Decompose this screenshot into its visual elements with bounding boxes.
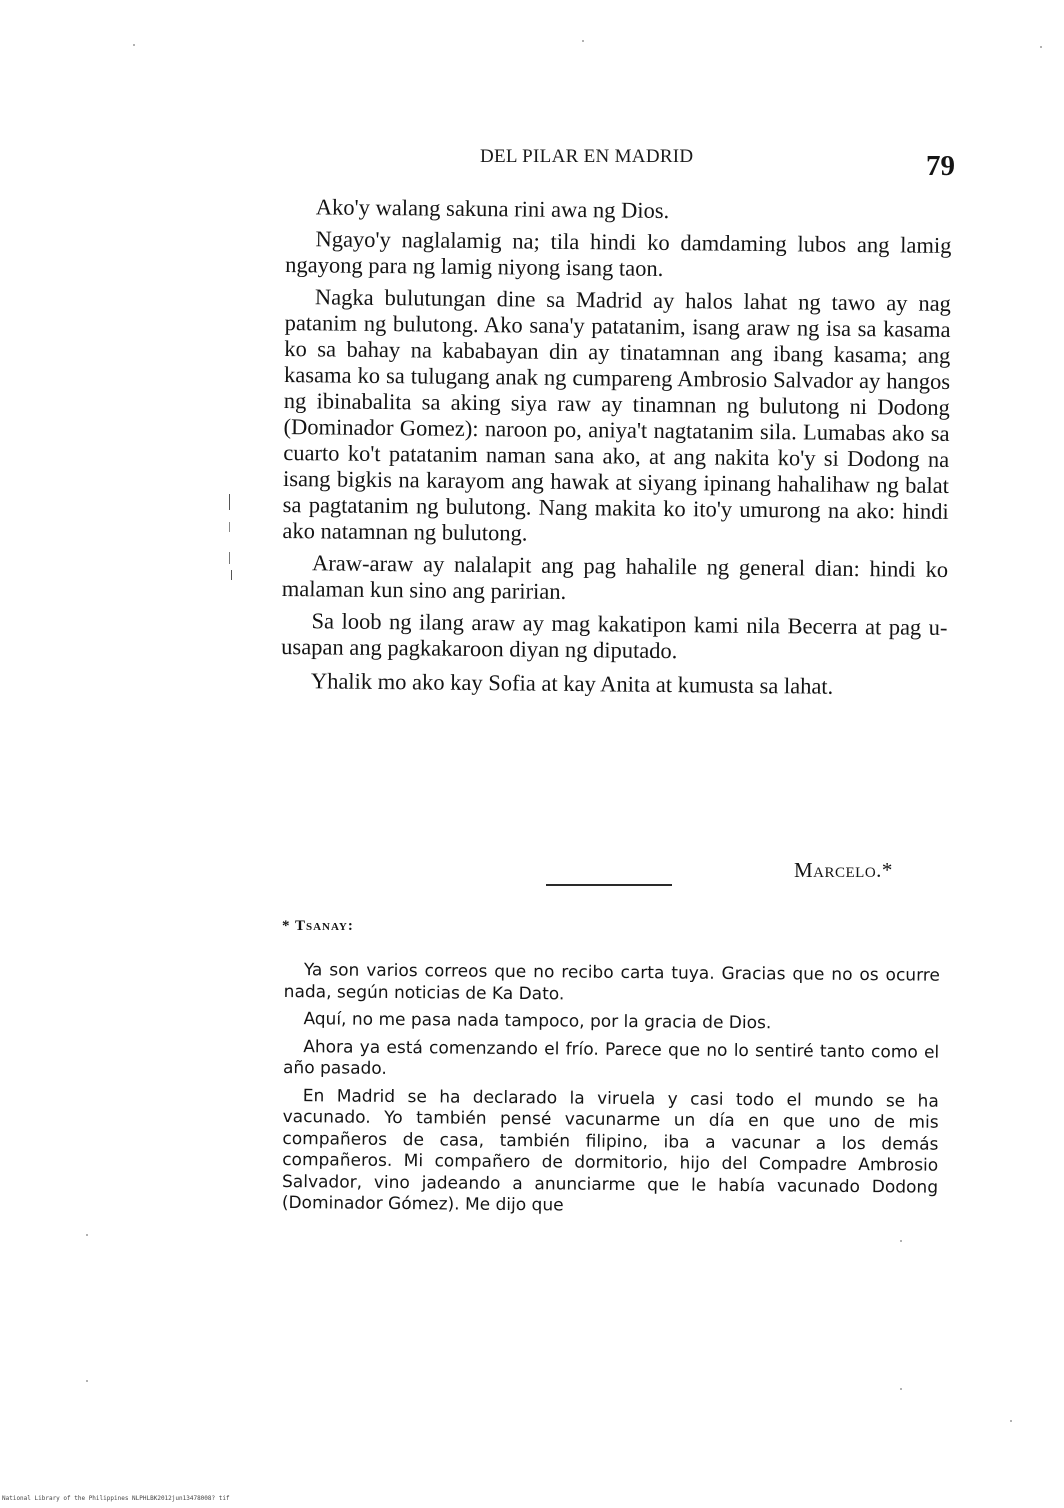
scan-speck bbox=[1040, 46, 1042, 48]
scan-speck bbox=[133, 44, 135, 46]
footnote-label: * Tsanay: bbox=[282, 918, 354, 934]
margin-mark bbox=[229, 552, 230, 564]
scan-speck bbox=[582, 40, 584, 42]
footnote-body bbox=[282, 960, 940, 1226]
footnote-paragraph: Aquí, no me pasa nada tampoco, por la gracia de Dios. bbox=[303, 1009, 772, 1034]
letter-paragraph: Sa loob ng ilang araw ay mag kakatipon kami nila Becerra at pag u-usapan ang pagkakaroon diyan ng diputado. bbox=[281, 608, 948, 664]
margin-mark bbox=[231, 570, 232, 580]
footnote-paragraph: Ahora ya está comenzando el frío. Parece que no lo sentiré tanto como el año pasado. bbox=[282, 1036, 940, 1079]
scan-speck bbox=[86, 1380, 88, 1382]
letter-paragraph: Araw-araw ay nalalapit ang pag hahalile ng general dian: hindi ko malaman kun sino ang paririan. bbox=[281, 550, 949, 604]
footnote-paragraph: Ya son varios correos que no recibo carta tuya. Gracias que no os ocurre nada, según noticias de Ka Dato. bbox=[283, 960, 940, 1004]
scan-speck bbox=[86, 1234, 88, 1236]
running-title: DEL PILAR EN MADRID bbox=[480, 146, 694, 167]
letter-paragraph: Ngayo'y naglalamig na; tila hindi ko damdaming lubos ang lamig ngayong para ng lamig niyong isang taon. bbox=[285, 226, 952, 281]
letter-paragraph: Yhalik mo ako kay Sofia at kay Anita at kumusta sa lahat. bbox=[310, 668, 834, 699]
letter-paragraph: Nagka bulutungan dine sa Madrid ay halos lahat ng tawo ay nag patanim ng bulutong. Ako sana'y patatanim, isang araw ng isa sa kasama ko sa bahay na kababayan din ay tinatamnan ang ibang kasama; ang kasama ko sa tulugang anak ng cumpareng Ambrosio Salvador ay hangos ng ibinabalita sa aking siya raw ay tinamnan ng bulutong ni Dodong (Dominador Gomez): naroon po, aniya't nagtatanim sila. Lumabas ako sa cuarto ko't patatanim naman sana ako, at ang nakita ko'y si Dodong na isang bigkis na karayom ang hawak at siyang ipinang hahalihaw ng balat sa pagtatanim ng bulutong. Nang makita ko ito'y umurong na ako: hindi ako natamnan ng bulutong. bbox=[282, 284, 952, 546]
footnote-paragraph: En Madrid se ha declarado la viruela y casi todo el mundo se ha vacunado. Yo también pensé vacunarme un día en que uno de mis compañeros de casa, también filipino, iba a vacunar a los demás compañeros. Mi compañero de dormitorio, hijo del Compadre Ambrosio Salvador, vino jadeando a anunciarme que le había vacunado Dodong (Dominador Gómez). Me dijo que bbox=[281, 1085, 939, 1216]
page-number: 79 bbox=[926, 150, 955, 182]
margin-mark bbox=[229, 494, 230, 510]
scan-speck bbox=[900, 1388, 902, 1390]
scan-speck bbox=[1010, 1420, 1012, 1422]
scan-speck bbox=[900, 1240, 902, 1242]
margin-mark bbox=[229, 522, 230, 532]
letter-paragraph: Ako'y walang sakuna rini awa ng Dios. bbox=[315, 194, 670, 224]
section-divider bbox=[546, 884, 672, 886]
scan-footer: National Library of the Philippines NLPHLBK2012jun13478008? tif bbox=[2, 1495, 230, 1502]
signature: Marcelo.* bbox=[794, 858, 893, 882]
letter-body bbox=[281, 194, 952, 707]
